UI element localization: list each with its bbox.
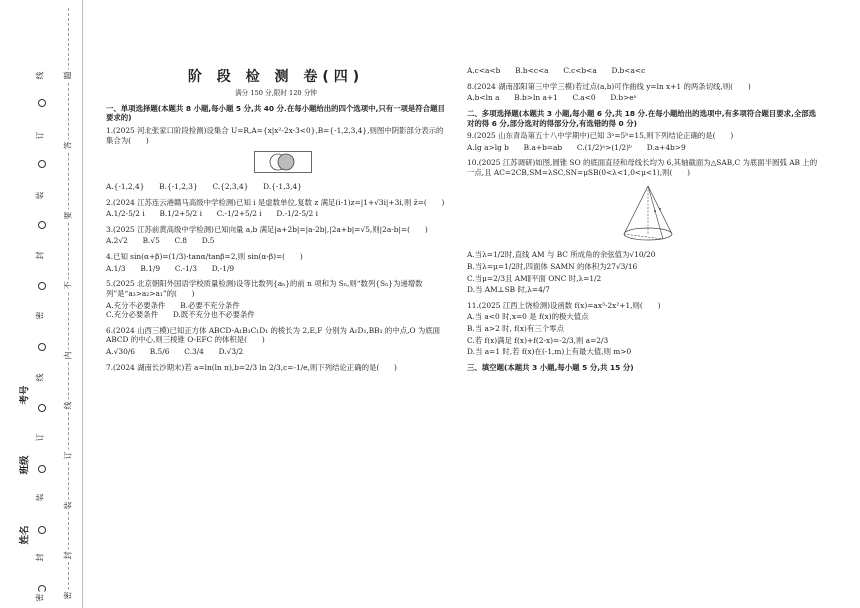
question-2: 2.(2024 江苏连云港赣马高级中学检测)已知 i 是虚数单位,复数 z 满足(i-1)z=|1+√3i|+3i,则 z̄=( ) <box>106 197 445 207</box>
exam-number-label: 考号 <box>19 385 31 405</box>
section-single-choice: 一、单项选择题(本题共 8 小题,每小题 5 分,共 40 分.在每小题给出的四个选项中,只有一项是符合题目要求的) <box>106 103 445 123</box>
warning-char: 封 <box>63 551 73 560</box>
question-9: 9.(2025 山东青岛第五十八中学期中)已知 3ᵃ=5ᵇ=15,则下列结论正确的是( ) <box>467 131 734 141</box>
seal-char: 线 <box>35 71 45 80</box>
binding-hole <box>38 282 46 290</box>
seal-char: 密 <box>35 311 45 320</box>
point-n <box>659 208 661 210</box>
cone-diagram <box>617 182 679 244</box>
seal-char: 封 <box>35 553 45 562</box>
section-multiple-choice: 二、多项选择题(本题共 3 小题,每小题 6 分,共 18 分.在每小题给出的选项中,有多项符合题目要求,全部选对的得 6 分,部分选对的得部分分,有选错的得 0 分) <box>467 108 817 128</box>
warning-char: 线 <box>63 401 73 410</box>
cone-generatrix-left <box>624 186 648 234</box>
question-3-options: A.2√2 B.√5 C.8 D.5 <box>106 236 215 246</box>
question-6: 6.(2024 山西三模)已知正方体 ABCD-A₁B₁C₁D₁ 的棱长为 2,E,F 分别为 A₁D₁,BB₁ 的中点,O 为底面 ABCD 的中心,则三棱锥 O-EFC 的体积是( ) <box>106 325 441 345</box>
question-10-option-d: D.当 AM⊥SB 时,λ=4/7 <box>467 285 550 295</box>
warning-char: 订 <box>63 451 73 460</box>
binding-hole <box>38 465 46 473</box>
seal-char: 封 <box>35 251 45 260</box>
question-6-options: A.√30/6 B.5/6 C.3/4 D.√3/2 <box>106 347 244 356</box>
seal-char: 订 <box>35 131 45 140</box>
binding-hole <box>38 526 46 534</box>
question-3: 3.(2025 江苏前黄高级中学检测)已知向量 a,b 满足|a+2b|=|a-2b|,|2a+b|=√5,则|2a-b|=( ) <box>106 224 428 234</box>
right-column <box>467 64 819 376</box>
question-8: 8.(2024 湖南邵阳第三中学三模)若过点(a,b)可作曲线 y=ln x+1 的两条切线,则( ) <box>467 81 751 91</box>
binding-strip <box>0 0 83 608</box>
warning-char: 答 <box>63 141 73 150</box>
question-1-options: A.{-1,2,4} B.{-1,2,3} C.{2,3,4} D.{-1,3,4} <box>106 181 302 191</box>
warning-char: 要 <box>63 211 73 220</box>
warning-char: 内 <box>63 351 73 360</box>
warning-char: 装 <box>63 501 73 510</box>
question-1: 1.(2025 河北张家口阶段检测)设集合 U=R,A={x|x²-2x-3<0},B={-1,2,3,4},则图中阴影部分表示的集合为( ) <box>106 126 444 145</box>
seal-char: 装 <box>35 191 45 200</box>
question-11-option-b: B.当 a>2 时, f(x)有三个零点 <box>467 324 564 333</box>
question-11-option-c: C.若 f(x)满足 f(x)+f(2-x)=-2/3,则 a=2/3 <box>467 335 609 345</box>
warning-char: 不 <box>63 281 73 290</box>
name-label: 姓名 <box>19 525 31 545</box>
question-5: 5.(2025 北京朝阳外国语学校质量检测)设等比数列{aₙ}的前 n 项和为 Sₙ,则“数列{Sₙ}为递增数列”是“a₃>a₂>a₁”的( ) <box>106 279 423 298</box>
question-7: 7.(2024 湖南长沙期末)若 a=ln(ln π),b=2/3 ln 2/3,c=-1/e,则下列结论正确的是( ) <box>106 362 397 372</box>
question-10-option-a: A.当λ=1/2时,直线 AM 与 BC 所成角的余弦值为√10/20 <box>467 250 656 260</box>
seal-char: 密 <box>35 593 45 602</box>
left-column <box>106 62 446 374</box>
question-11-option-a: A.当 a<0 时,x=0 是 f(x)的极大值点 <box>467 312 589 322</box>
seal-char: 装 <box>35 493 45 502</box>
question-10-option-c: C.当μ=2/3且 AM∥平面 ONC 时,λ=1/2 <box>467 273 602 283</box>
question-9-options: A.lg a>lg b B.a+b=ab C.(1/2)ᵃ>(1/2)ᵇ D.a+4b>9 <box>467 142 686 152</box>
question-11: 11.(2025 江西上饶检测)设函数 f(x)=ax³-2x²+1,则( ) <box>467 300 661 310</box>
binding-hole <box>38 404 46 412</box>
warning-char: 题 <box>63 71 73 80</box>
question-8-options: A.b<ln a B.b>ln a+1 C.a<0 D.b>eᵃ <box>467 93 637 103</box>
warning-char: 密 <box>63 591 73 600</box>
cone-generatrix-right <box>648 186 672 234</box>
question-5-options: A.充分不必要条件 B.必要不充分条件 C.充分必要条件 D.既不充分也不必要条件 <box>106 300 255 320</box>
binding-hole <box>38 160 46 168</box>
question-2-options: A.1/2-5/2 i B.1/2+5/2 i C.-1/2+5/2 i D.-1/2-5/2 i <box>106 209 318 219</box>
cone-edge-sc <box>648 186 663 239</box>
question-10: 10.(2025 江苏调研)如图,圆锥 SO 的底面直径和母线长均为 6,其轴截面为△SAB,C 为底面半圆弧 AB 上的一点,且 AC=2CB,SM=λSC,SN=μSB(0<λ<1,0<μ<1),则( ) <box>467 158 818 177</box>
binding-hole <box>38 221 46 229</box>
question-4-options: A.1/3 B.1/9 C.-1/3 D.-1/9 <box>106 263 235 273</box>
class-label: 班级 <box>19 455 31 475</box>
seal-char: 订 <box>35 433 45 442</box>
binding-hole <box>38 343 46 351</box>
paper-meta: 满分 150 分,限时 120 分钟 <box>235 89 317 98</box>
question-10-option-b: B.当λ=μ=1/2时,四面体 SAMN 的体积为27√3/16 <box>467 261 638 271</box>
question-4: 4.已知 sin(α+β)=(1/3)·tanα/tanβ=2,则 sin(α-β)=( ) <box>106 252 303 261</box>
section-fill-in: 三、填空题(本题共 3 小题,每小题 5 分,共 15 分) <box>467 362 634 372</box>
point-m <box>654 210 656 212</box>
venn-diagram <box>254 151 312 173</box>
question-11-option-d: D.当 a=1 时,若 f(x)在(-1,m)上有最大值,则 m>0 <box>467 347 632 357</box>
paper-title: 阶 段 检 测 卷(四) <box>187 69 365 85</box>
binding-hole <box>38 99 46 107</box>
venn-set-b-shaded <box>278 154 294 170</box>
question-7-options: A.c<a<b B.b<c<a C.c<b<a D.b<a<c <box>467 66 646 75</box>
seal-char: 线 <box>35 373 45 382</box>
